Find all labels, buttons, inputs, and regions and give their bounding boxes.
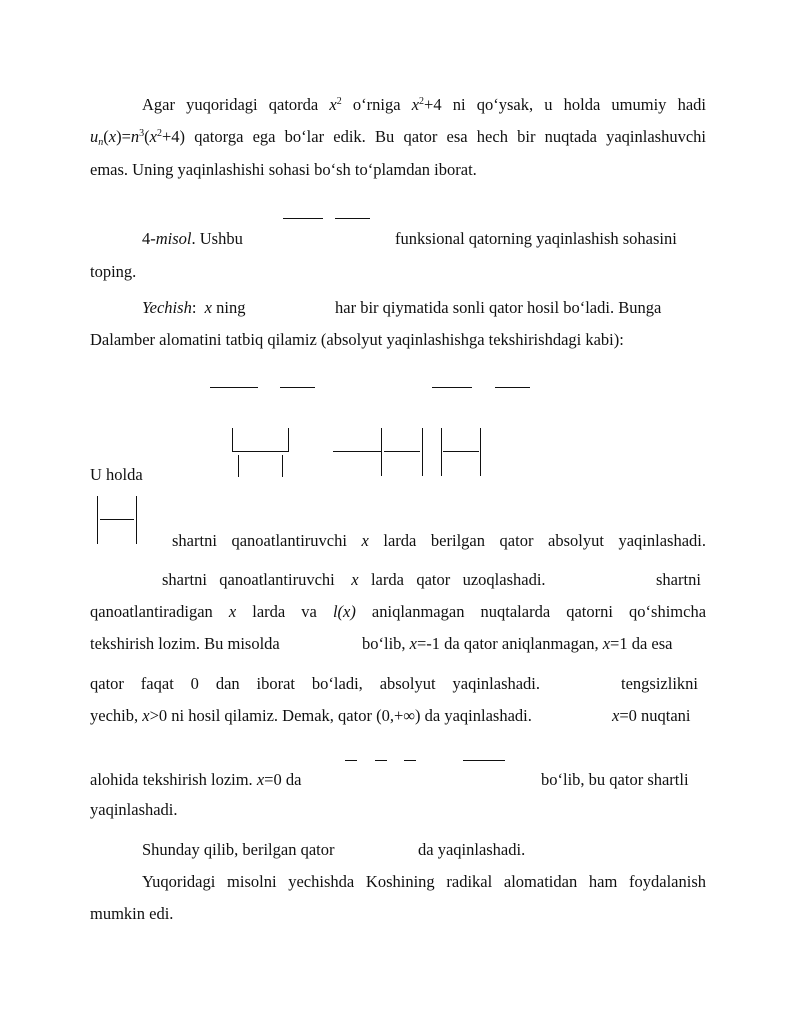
example-heading: 4-misol. Ushbu [142,229,243,248]
fraction-bar [443,451,479,452]
p5-l6-c: bo‘lib, bu qator shartli [541,770,689,789]
p5-l3-a: tekshirish lozim. Bu misolda [90,634,280,653]
fraction-bar [232,451,288,452]
formula-bar [495,387,530,388]
p1-line2: $u_n(x)=n^3(x^2+4)$ qatorga ega bo‘lar edik. Bu qator esa hech bir nuqtada yaqinlashuvchi [90,127,706,148]
p3-line2: Dalamber alomatini tatbiq qilamiz (absolyut yaqinlashishga tekshirishdagi kabi): [90,330,624,349]
p2-line2: toping. [90,262,137,281]
p2-rest: funksional qatorning yaqinlashish sohasini [395,229,677,248]
p5-l6-a: alohida tekshirish lozim. x=0 da [90,770,302,789]
abs-bar [381,428,382,476]
fraction-bar [384,451,420,452]
p5-l4-i: tengsizlikni [621,674,698,693]
formula-bar [210,387,258,388]
fraction-bar [333,451,381,452]
abs-bar [480,428,481,476]
formula-bar [345,760,357,761]
formula-bar [463,760,505,761]
p5-l7: yaqinlashadi. [90,800,178,819]
fraction-bar [100,519,134,520]
formula-bar [404,760,416,761]
abs-bar [97,496,98,544]
p5-l5-c: x=0 nuqtani [612,706,691,725]
p5-l5-a: yechib, x>0 ni hosil qilamiz. Demak, qator (0,+∞) da yaqinlashadi. [90,706,532,725]
p5-l1-f: shartni [656,570,701,589]
p5-l4-a: qator faqat 0 dan iborat bo‘ladi, absolyut yaqinlashadi. [90,674,541,693]
p4-line: shartni qanoatlantiruvchi x larda berilgan qator absolyut yaqinlashadi. [172,531,707,550]
p7-line2: mumkin edi. [90,904,174,923]
abs-bar [136,496,137,544]
formula-bar [280,387,315,388]
abs-bar [441,428,442,476]
abs-bar [422,428,423,476]
p6-a: Shunday qilib, berilgan qator [142,840,335,859]
solution-heading: Yechish: x ning [142,298,246,317]
abs-bar [288,428,289,452]
abs-bar [282,455,283,477]
abs-bar [232,428,233,452]
p5-l1-a: shartni qanoatlantiruvchi x larda qator uzoqlashadi. [162,570,546,589]
p5-l3-b: bo‘lib, x=-1 da qator aniqlanmagan, x=1 da esa [362,634,673,653]
abs-bar [238,455,239,477]
formula-bar [283,218,323,219]
formula-bar [335,218,370,219]
p1-line3: emas. Uning yaqinlashishi sohasi bo‘sh to‘plamdan iborat. [90,160,477,179]
p6-b: da yaqinlashadi. [418,840,526,859]
p3-rest: har bir qiymatida sonli qator hosil bo‘ladi. Bunga [335,298,662,317]
p5-line2: qanoatlantiradigan x larda va l(x) aniqlanmagan nuqtalarda qatorni qo‘shimcha [90,602,707,621]
p7-line1: Yuqoridagi misolni yechishda Koshining radikal alomatidan ham foydalanish [142,872,706,891]
formula-bar [432,387,472,388]
u-holda: U holda [90,465,143,484]
p1-line1: Agar yuqoridagi qatorda $x^2$ o‘rniga $x^2+4$ ni qo‘ysak, u holda umumiy hadi [142,95,706,114]
formula-bar [375,760,387,761]
